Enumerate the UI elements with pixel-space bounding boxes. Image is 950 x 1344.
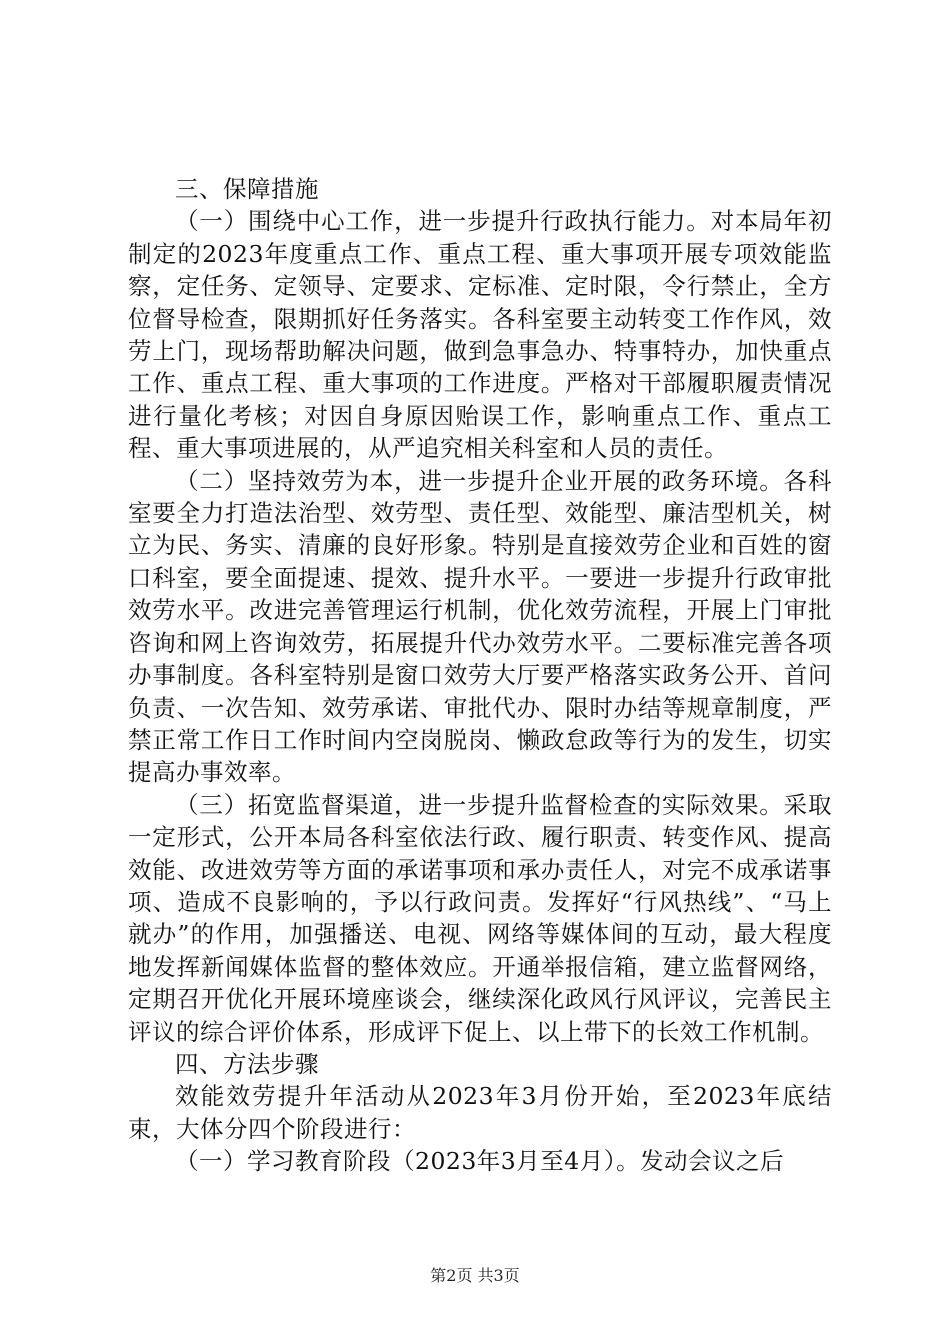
paragraph: 效能效劳提升年活动从2023年3月份开始，至2023年底结束，大体分四个阶段进行：	[128, 1082, 832, 1143]
page-number-footer: 第2页 共3页	[430, 1266, 520, 1285]
paragraph: （一）围绕中心工作，进一步提升行政执行能力。对本局年初制定的2023年度重点工作、重点工程、重大事项开展专项效能监察，定任务、定领导、定要求、定标准、定时限，令行禁止，全方位督导检查，限期抓好任务落实。各科室要主动转变工作作风，效劳上门，现场帮助解决问题，做到急事急办、特事特办，加快重点工作、重点工程、重大事项的工作进度。严格对干部履职履责情况进行量化考核；对因自身原因贻误工作，影响重点工作、重点工程、重大事项进展的，从严追究相关科室和人员的责任。	[128, 207, 832, 463]
paragraph: （一）学习教育阶段（2023年3月至4月）。发动会议之后	[175, 1147, 784, 1176]
paragraph: （二）坚持效劳为本，进一步提升企业开展的政务环境。各科室要全力打造法治型、效劳型、责任型、效能型、廉洁型机关，树立为民、务实、清廉的良好形象。特别是直接效劳企业和百姓的窗口科室，要全面提速、提效、提升水平。一要进一步提升行政审批效劳水平。改进完善管理运行机制，优化效劳流程，开展上门审批咨询和网上咨询效劳，拓展提升代办效劳水平。二要标准完善各项办事制度。各科室特别是窗口效劳大厅要严格落实政务公开、首问负责、一次告知、效劳承诺、审批代办、限时办结等规章制度，严禁正常工作日工作时间内空岗脱岗、懒政怠政等行为的发生，切实提高办事效率。	[128, 466, 832, 787]
document-body	[128, 173, 832, 1178]
section-heading: 四、方法步骤	[175, 1049, 319, 1078]
section-heading: 三、保障措施	[175, 175, 319, 203]
paragraph: （三）拓宽监督渠道，进一步提升监督检查的实际效果。采取一定形式，公开本局各科室依法行政、履行职责、转变作风、提高效能、改进效劳等方面的承诺事项和承办责任人，对完不成承诺事项、造成不良影响的，予以行政问责。发挥好“行风热线”、“马上就办”的作用，加强播送、电视、网络等媒体间的互动，最大程度地发挥新闻媒体监督的整体效应。开通举报信箱，建立监督网络，定期召开优化开展环境座谈会，继续深化政风行风评议，完善民主评议的综合评价体系，形成评下促上、以上带下的长效工作机制。	[128, 790, 832, 1046]
